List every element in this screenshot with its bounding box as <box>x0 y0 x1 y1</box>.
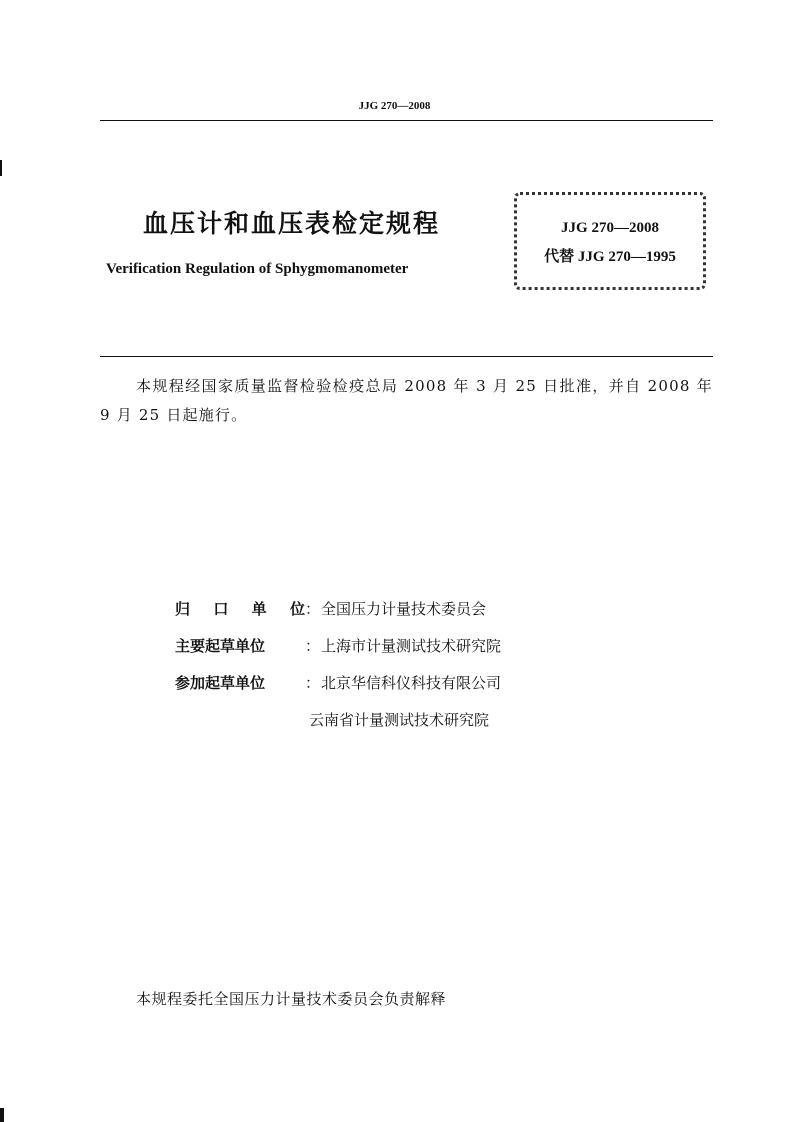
title-chinese: 血压计和血压表检定规程 <box>143 209 441 238</box>
header-standard-code: JJG 270—2008 <box>358 100 431 112</box>
header-rule <box>100 120 713 121</box>
participant-value: 云南省计量测试技术研究院 <box>309 711 490 729</box>
approval-statement: 本规程经国家质量监督检验检疫总局 2008 年 3 月 25 日批准，并自 2008 年 9 月 25 日起施行。 <box>100 377 713 424</box>
standard-code-box <box>514 192 706 290</box>
replaces-code: 代替 JJG 270—1995 <box>544 249 676 265</box>
label-colon: ： <box>305 600 321 618</box>
standard-code: JJG 270—2008 <box>561 220 659 236</box>
main-drafter-value: 上海市计量测试技术研究院 <box>321 637 502 655</box>
main-drafter-row <box>175 635 501 656</box>
label-colon: ： <box>305 674 321 692</box>
label-char: 归 <box>175 600 191 618</box>
main-drafter-label: 主要起草单位 <box>175 637 266 655</box>
participants-row <box>175 672 501 693</box>
participants-row-2 <box>308 709 489 730</box>
participant-value: 北京华信科仪科技有限公司 <box>321 674 502 692</box>
section-rule <box>100 356 713 357</box>
label-char: 口 <box>213 600 229 618</box>
label-char: 位 <box>289 600 305 618</box>
scan-edge-mark <box>0 160 2 176</box>
interpretation-note: 本规程委托全国压力计量技术委员会负责解释 <box>136 990 447 1008</box>
scan-edge-mark <box>0 1108 4 1122</box>
label-char: 单 <box>251 600 267 618</box>
label-colon: ： <box>305 637 321 655</box>
participants-label: 参加起草单位 <box>175 674 266 692</box>
title-english: Verification Regulation of Sphygmomanometer <box>106 261 409 277</box>
responsible-unit-label <box>175 598 305 619</box>
responsible-unit-row <box>175 598 486 619</box>
responsible-unit-value: 全国压力计量技术委员会 <box>321 600 487 618</box>
